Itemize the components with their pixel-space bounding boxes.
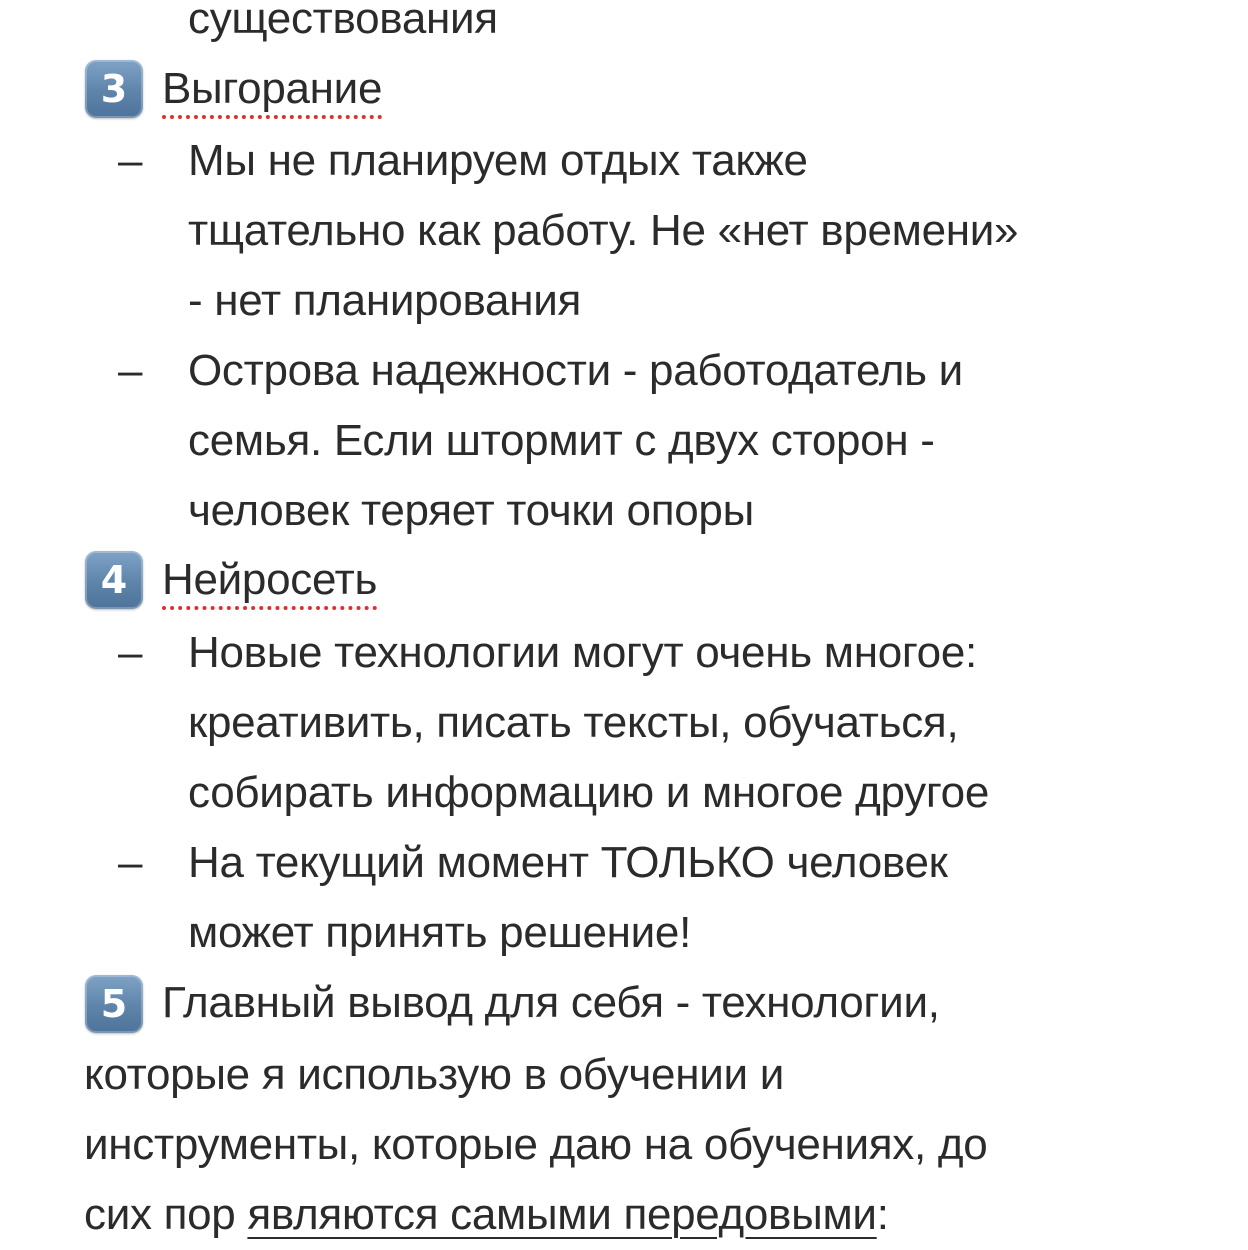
text-fragment: сих пор [84, 1190, 248, 1239]
text-line: Главный вывод для себя - технологии, [162, 978, 940, 1027]
text-line: которые я использую в обучении и [84, 1050, 784, 1099]
section-heading[interactable] [162, 54, 382, 124]
text-line: инструменты, которые даю на обучениях, до [84, 1120, 988, 1169]
text-line [84, 1180, 889, 1250]
text-fragment: : [876, 1190, 889, 1239]
text-line: Новые технологии могут очень многое: [188, 628, 977, 677]
text-line: существования [188, 0, 498, 43]
text-line: человек теряет точки опоры [188, 486, 754, 535]
section-heading[interactable] [162, 545, 377, 615]
text-line: креативить, писать тексты, обучаться, [188, 698, 959, 747]
text-line: Мы не планируем отдых также [188, 136, 808, 185]
underlined-text: являются самыми передовыми [247, 1190, 877, 1239]
text-line: может принять решение! [188, 908, 692, 957]
misspelled-word[interactable]: Выгорание [162, 64, 383, 113]
dash-bullet-icon: – [118, 628, 143, 677]
keycap-5-icon: 5 [85, 975, 143, 1033]
text-line: На текущий момент ТОЛЬКО человек [188, 838, 948, 887]
text-line: собирать информацию и многое другое [188, 768, 990, 817]
keycap-3-icon: 3 [85, 60, 143, 118]
text-line: тщательно как работу. Не «нет времени» [188, 206, 1019, 255]
text-line: Острова надежности - работодатель и [188, 346, 963, 395]
dash-bullet-icon: – [118, 136, 143, 185]
keycap-4-icon: 4 [85, 551, 143, 609]
text-line: - нет планирования [188, 276, 582, 325]
text-line: семья. Если штормит с двух сторон - [188, 416, 935, 465]
dash-bullet-icon: – [118, 838, 143, 887]
misspelled-word[interactable]: Нейросеть [162, 555, 378, 604]
dash-bullet-icon: – [118, 346, 143, 395]
